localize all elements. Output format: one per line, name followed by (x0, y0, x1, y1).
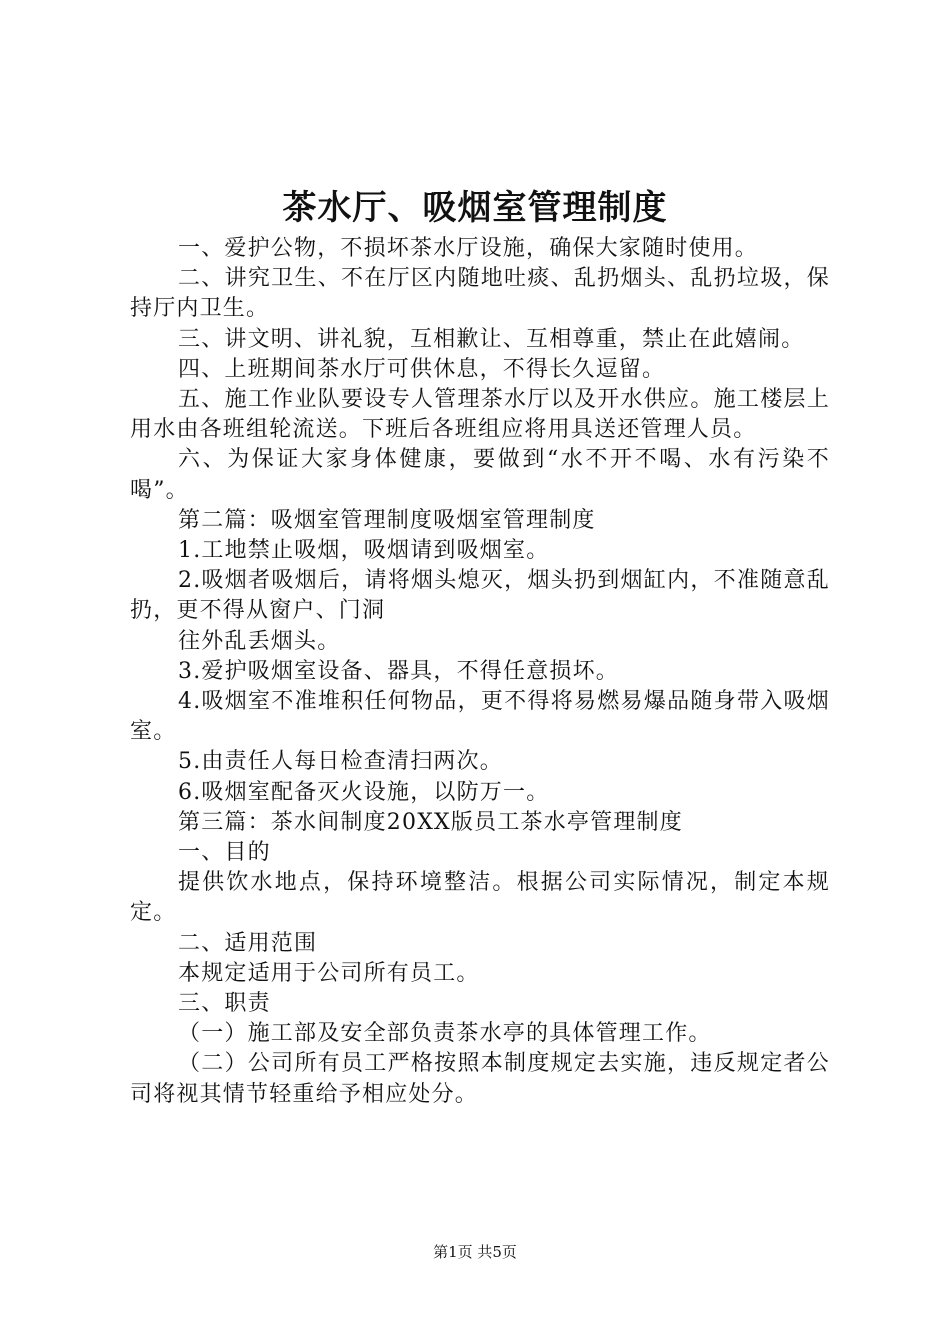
subheading-duties: 三、职责 (178, 991, 271, 1017)
paragraph-16: （一）施工部及安全部负责茶水亭的具体管理工作。 (178, 1021, 712, 1047)
paragraph-4: 四、上班期间茶水厅可供休息，不得长久逗留。 (178, 356, 666, 382)
paragraph-9: 往外乱丢烟头。 (178, 628, 341, 654)
document-title: 茶水厅、吸烟室管理制度 (282, 188, 668, 228)
paragraph-15: 本规定适用于公司所有员工。 (178, 960, 480, 986)
paragraph-13: 6.吸烟室配备灭火设施，以防万一。 (178, 779, 550, 805)
paragraph-6: 六、为保证大家身体健康，要做到“水不开不喝、水有污染不喝”。 (130, 447, 830, 503)
page-footer: 第1页 共5页 (433, 1243, 517, 1261)
paragraph-3: 三、讲文明、讲礼貌，互相歉让、互相尊重，禁止在此嬉闹。 (178, 326, 805, 352)
paragraph-14: 提供饮水地点，保持环境整洁。根据公司实际情况，制定本规定。 (130, 870, 830, 926)
subheading-purpose: 一、目的 (178, 840, 271, 866)
section-heading-2: 第二篇：吸烟室管理制度吸烟室管理制度 (178, 507, 596, 533)
paragraph-11: 4.吸烟室不准堆积任何物品，更不得将易燃易爆品随身带入吸烟室。 (130, 689, 830, 745)
paragraph-17: （二）公司所有员工严格按照本制度规定去实施，违反规定者公司将视其情节轻重给予相应处分。 (130, 1051, 830, 1107)
section-heading-3: 第三篇：茶水间制度20XX版员工茶水亭管理制度 (178, 809, 683, 835)
paragraph-10: 3.爱护吸烟室设备、器具，不得任意损坏。 (178, 658, 619, 684)
paragraph-7: 1.工地禁止吸烟，吸烟请到吸烟室。 (178, 538, 550, 564)
paragraph-8: 2.吸烟者吸烟后，请将烟头熄灭，烟头扔到烟缸内，不准随意乱扔，更不得从窗户、门洞 (130, 568, 830, 624)
paragraph-5: 五、施工作业队要设专人管理茶水厅以及开水供应。施工楼层上用水由各班组轮流送。下班后各班组应将用具送还管理人员。 (130, 387, 830, 443)
paragraph-12: 5.由责任人每日检查清扫两次。 (178, 749, 503, 775)
paragraph-1: 一、爱护公物，不损坏茶水厅设施，确保大家随时使用。 (178, 236, 759, 261)
subheading-scope: 二、适用范围 (178, 930, 318, 956)
paragraph-2: 二、讲究卫生、不在厅区内随地吐痰、乱扔烟头、乱扔垃圾，保持厅内卫生。 (130, 266, 830, 322)
document-body (130, 234, 830, 1110)
